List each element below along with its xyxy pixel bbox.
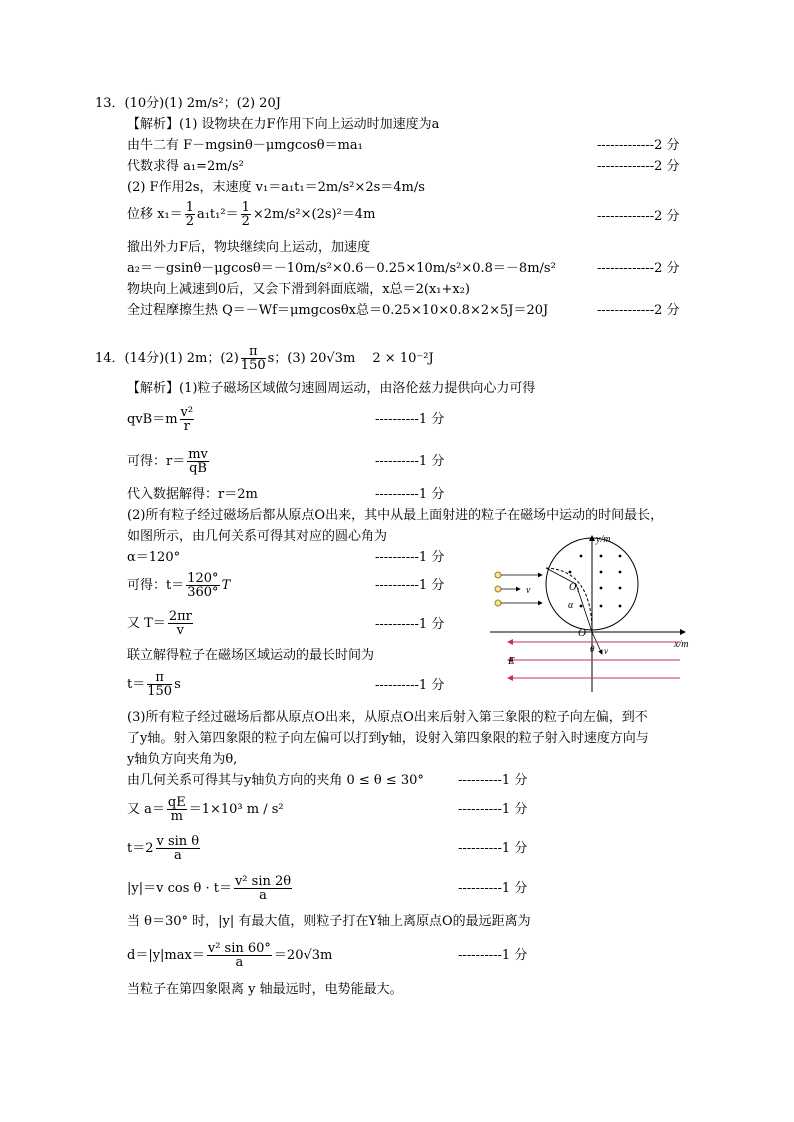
q13-line-1: 【解析】(1) 设物块在力F作用下向上运动时加速度为a (127, 117, 440, 132)
q13-header: 13．(10分)(1) 2m/s²；(2) 20J (95, 96, 281, 111)
q14-eq-y: |y|＝v cos θ · t＝ $\frac{\text{v² sin 2θ}}{a}$ (127, 874, 292, 903)
q14-eq-tmax: t＝ $\frac{\pi}{150}$ s (127, 670, 181, 699)
q13-line-8: 全过程摩擦生热 Q＝－Wf＝μmgcosθx总＝0.25×10×0.8×2×5J＝20J (127, 303, 549, 318)
q14-score-1: ----------1 分 (375, 412, 445, 427)
q14-p2-line2: 如图所示，由几何关系可得其对应的圆心角为 (127, 529, 388, 544)
q14-intro: 【解析】(1)粒子磁场区域做匀速圆周运动，由洛伦兹力提供向心力可得 (127, 381, 536, 396)
q14-p3-line5: 当 θ＝30° 时，|y| 有最大值，则粒子打在Y轴上离原点O的最远距离为 (127, 914, 531, 929)
q14-score-3: ----------1 分 (375, 487, 445, 502)
q13-line-6: a₂＝－gsinθ－μgcosθ＝－10m/s²×0.6－0.25×10m/s²×0.8＝－8m/s² (127, 261, 556, 276)
q14-eq-d: d＝|y|max＝ $\frac{\text{v² sin 60°}}{a}$ ＝20√3m (127, 941, 333, 970)
q14-eq-t: 可得：t＝ $\frac{120^\circ}{360^\circ}$ T (127, 571, 231, 600)
q14-last-line: 当粒子在第四象限离 y 轴最远时，电势能最大。 (127, 982, 403, 997)
v-label: v (526, 585, 531, 596)
q14-p2-line1: (2)所有粒子经过磁场后都从原点O出来，其中从最上面射进的粒子在磁场中运动的时间最长， (127, 508, 664, 523)
theta-label: θ (590, 644, 595, 654)
center-label: O₁ (569, 582, 580, 593)
q14-header: 14．(14分)(1) 2m；(2) $\frac{\pi}{150}$ s；(3) 20√3m 2 × 10⁻²J (95, 344, 434, 373)
q14-p3-line1: (3)所有粒子经过磁场后都从原点O出来，从原点O出来后射入第三象限的粒子向左偏，到不 (127, 710, 648, 725)
q14-score-11: ----------1 分 (458, 881, 528, 896)
field-dots (569, 555, 622, 608)
q13-score-4: -------------2 分 (597, 261, 680, 276)
q14-eq-r2: 代入数据解得：r＝2m (127, 487, 258, 502)
e-field-label: E (508, 655, 515, 667)
incoming-particles (495, 572, 542, 606)
q14-score-5: ----------1 分 (375, 578, 445, 593)
q13-half-fraction-2: $\frac{1}{2}$ (241, 200, 250, 229)
q14-eq-time2: t＝2 $\frac{\text{v sin θ}}{a}$ (127, 834, 200, 863)
q14-p3-line3: y轴负方向夹角为θ, (127, 752, 238, 767)
q13-line-7: 物块向上减速到0后，又会下滑到斜面底端，x总＝2(x₁+x₂) (127, 282, 470, 297)
q13-half-fraction: $\frac{1}{2}$ (185, 200, 194, 229)
q13-displacement (127, 200, 375, 230)
q14-score-4: ----------1 分 (375, 550, 445, 565)
x-axis-label: x/m (674, 639, 689, 650)
q13-score-5: -------------2 分 (597, 303, 680, 318)
q14-p2-line3: 联立解得粒子在磁场区域运动的最长时间为 (127, 648, 375, 663)
q13-line-2: 由牛二有 F－mgsinθ－μmgcosθ＝ma₁ (127, 138, 363, 153)
q13-disp-start: 位移 x₁＝ (127, 207, 183, 222)
q14-eq-radius: 可得：r＝ $\frac{mv}{qB}$ (127, 447, 208, 476)
q14-p3-line2: 了y轴。射入第四象限的粒子向左偏可以打到y轴，设射入第四象限的粒子射入时速度方向与 (127, 731, 649, 746)
q14-alpha: α＝120° (127, 550, 181, 565)
q14-score-10: ----------1 分 (458, 841, 528, 856)
q14-time-fraction: $\frac{\pi}{150}$ (240, 344, 266, 373)
alpha-label: α (568, 600, 574, 611)
q13-disp-mid: a₁t₁²＝ (196, 207, 239, 222)
origin-label: O (578, 627, 586, 639)
q14-score-9: ----------1 分 (458, 802, 528, 817)
q14-score-12: ----------1 分 (458, 948, 528, 963)
q13-line-3: 代数求得 a₁=2m/s² (127, 159, 244, 174)
q13-score-2: -------------2 分 (597, 159, 680, 174)
q14-score-8: ----------1 分 (458, 773, 528, 788)
q13-score-3: -------------2 分 (597, 209, 680, 224)
q14-eq-period: 又 T＝ $\frac{2\pi r}{v}$ (127, 609, 192, 638)
q13-disp-end: ×2m/s²×(2s)²＝4m (252, 207, 376, 222)
q14-eq-lorentz: qvB＝m $\frac{\text{v²}}{r}$ (127, 405, 194, 434)
q13-line-5: 撤出外力F后，物块继续向上运动，加速度 (127, 240, 371, 255)
field-diagram (480, 528, 710, 698)
q13-line-4: (2) F作用2s，末速度 v₁＝a₁t₁＝2m/s²×2s＝4m/s (127, 180, 425, 195)
q14-score-6: ----------1 分 (375, 617, 445, 632)
q14-p3-line4: 由几何关系可得其与y轴负方向的夹角 0 ≤ θ ≤ 30° (127, 773, 424, 788)
q14-eq-accel: 又 a＝ $\frac{qE}{m}$ ＝1×10³ m / s² (127, 795, 284, 824)
q14-score-7: ----------1 分 (375, 678, 445, 693)
v-out-label: v (604, 646, 608, 656)
y-axis-label: y/m (596, 534, 611, 545)
q13-score-1: -------------2 分 (597, 138, 680, 153)
q14-score-2: ----------1 分 (375, 454, 445, 469)
